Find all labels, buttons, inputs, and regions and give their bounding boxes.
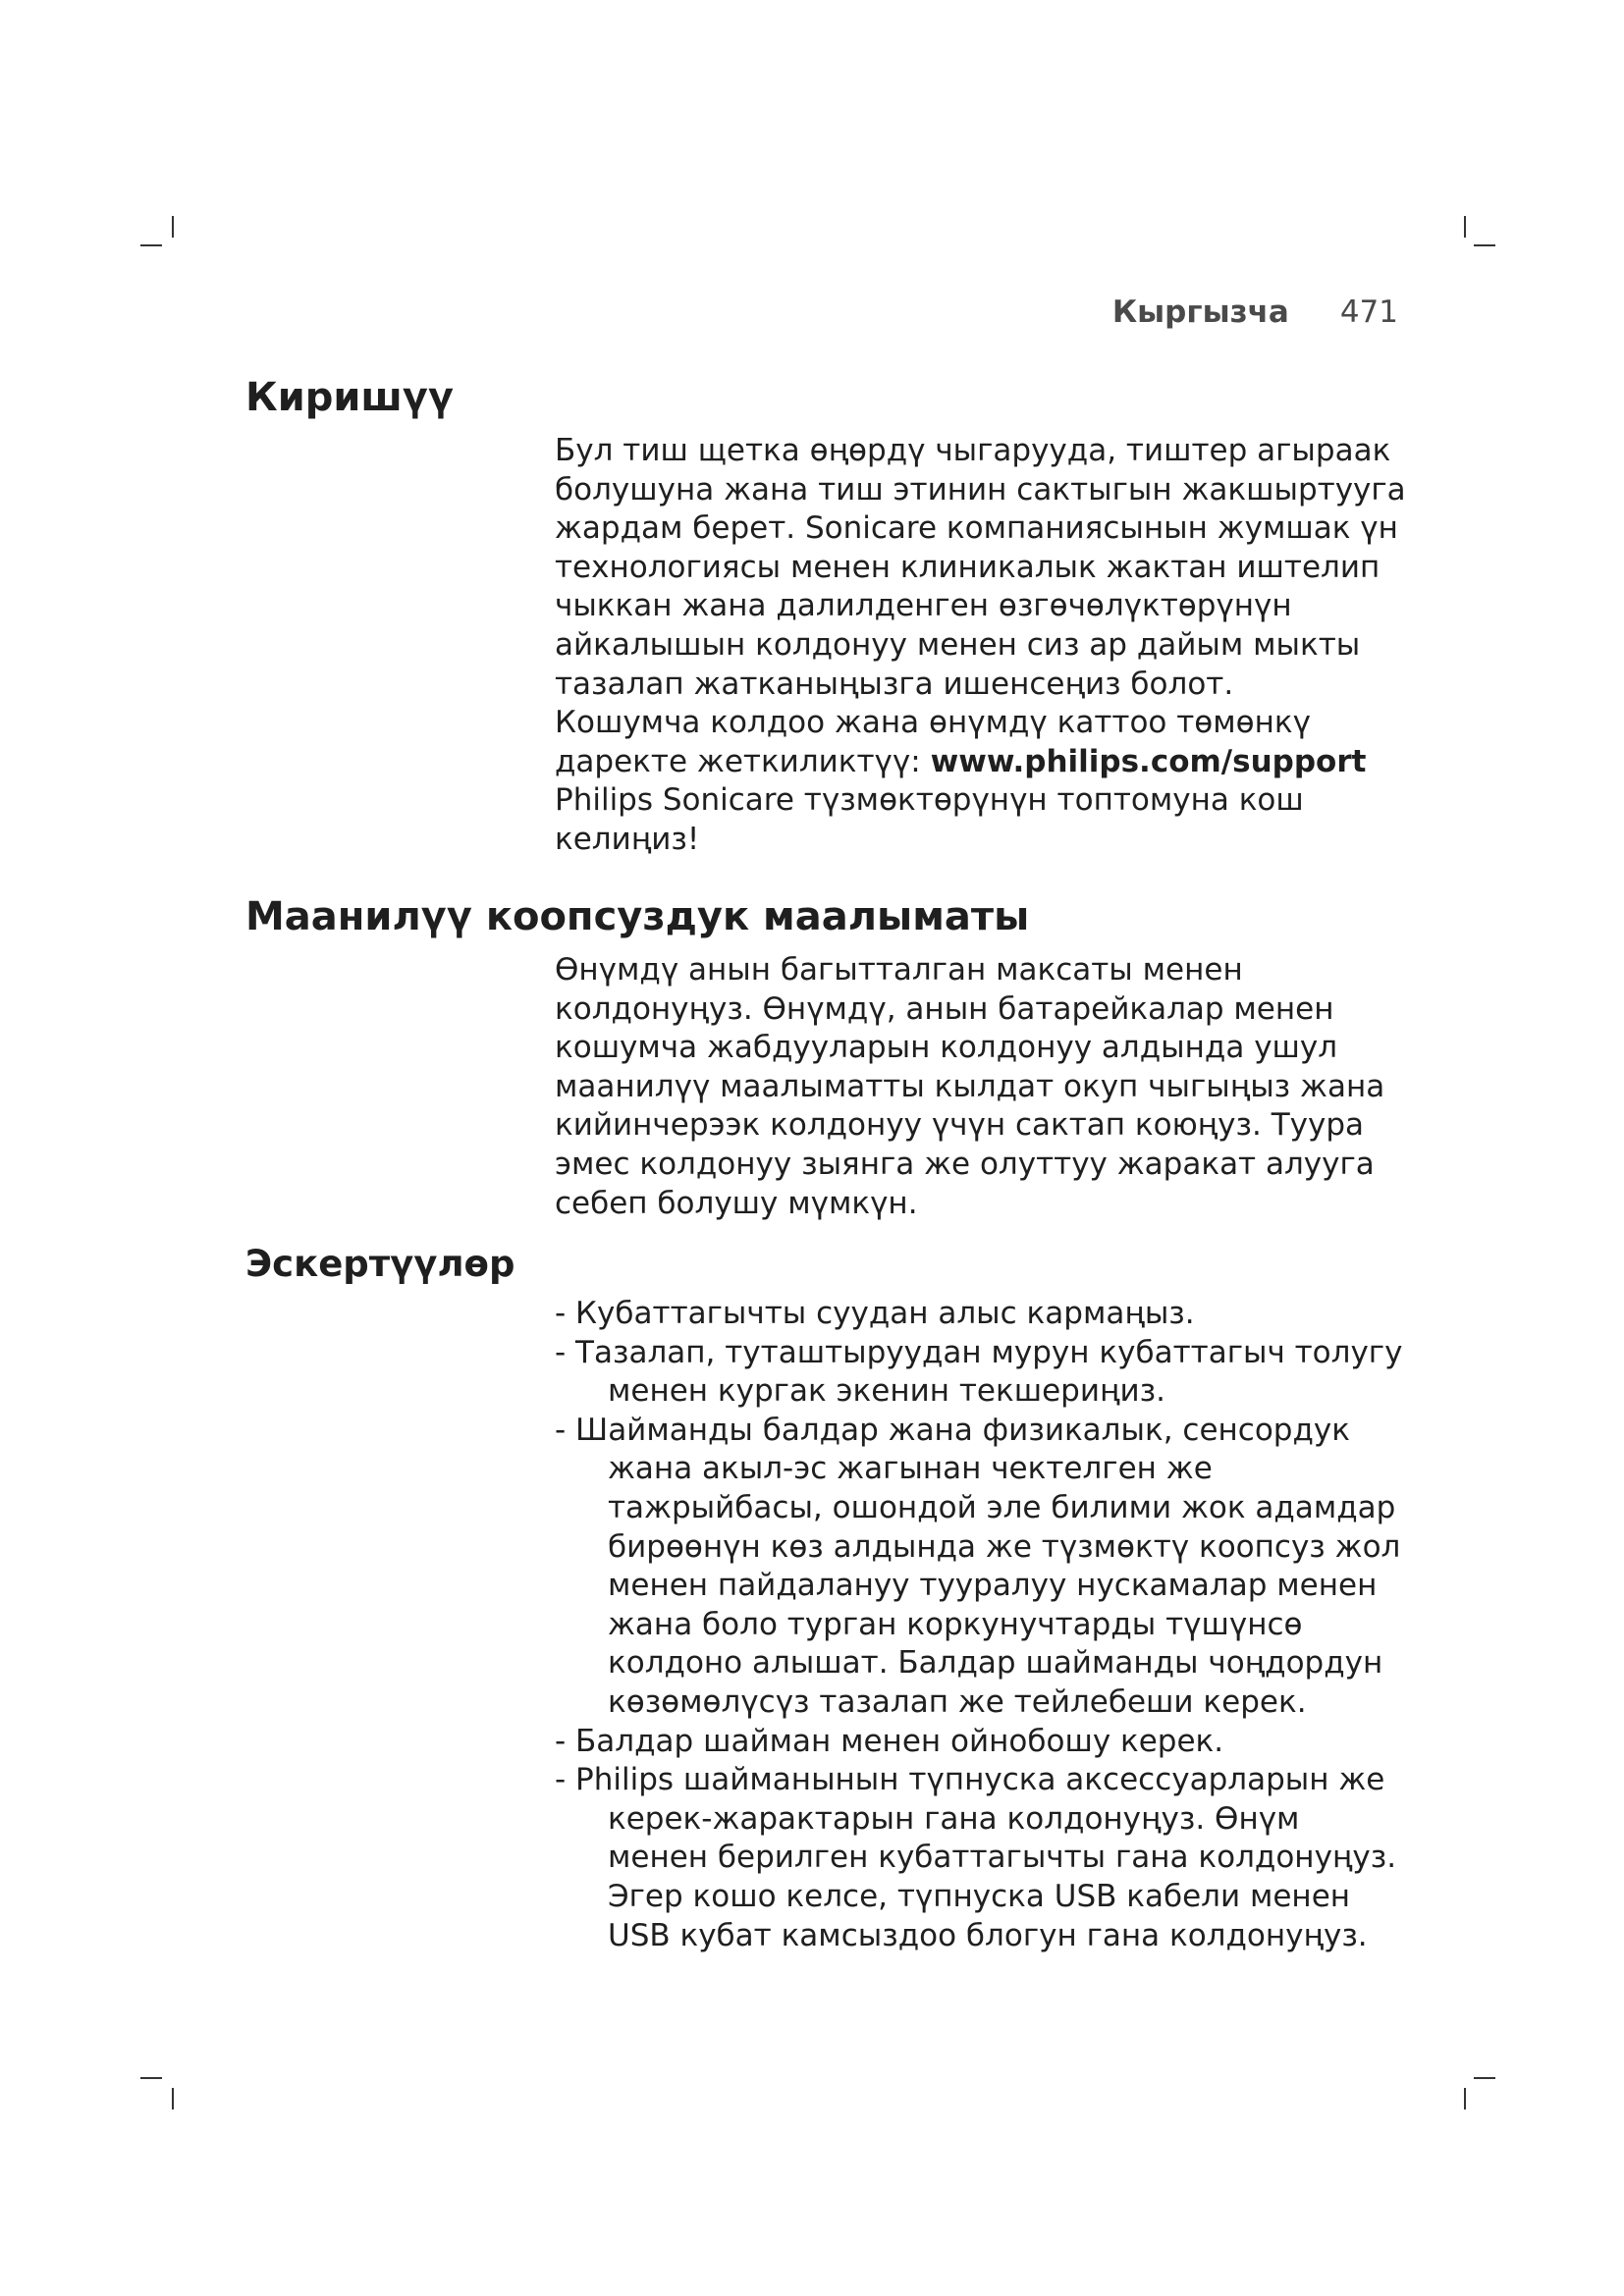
crop-mark: [140, 2077, 162, 2079]
warning-item: - Тазалап, туташтыруудан мурун кубаттагыч толугу менен кургак экенин текшериңиз.: [555, 1334, 1403, 1410]
crop-mark: [140, 244, 162, 246]
header-language: Кыргызча: [1111, 294, 1289, 330]
warning-item: - Балдар шайман менен ойнобошу керек.: [555, 1723, 1224, 1759]
crop-mark: [1474, 244, 1495, 246]
intro-heading: Киришүү: [245, 375, 455, 420]
warnings-list: [555, 1295, 1409, 1955]
safety-body: [555, 951, 1409, 1223]
warning-item: - Шайманды балдар жана физикалык, сенсордук жана акыл-эс жагынан чектелген же тажрыйбасы, ошондой эле билими жок адамдар бирөөнүн көз алдында же түзмөктү коопсуз жол менен пайдалануу тууралуу нускамалар менен жана боло турган коркунучтарды түшүнсө колдоно алышат. Балдар шайманды чоңдордун көзөмөлүсүз тазалап же тейлебеши керек.: [555, 1412, 1401, 1720]
crop-mark: [172, 216, 174, 238]
crop-mark: [172, 2088, 174, 2109]
support-text: Кошумча колдоо жана өнүмдү каттоо төмөнкү даректе жеткиликтүү:: [555, 705, 1311, 779]
crop-mark: [1464, 2088, 1466, 2109]
page-number: 471: [1339, 294, 1398, 330]
safety-paragraph: Өнүмдү анын багытталган максаты менен колдонуңуз. Өнүмдү, анын батарейкалар менен кошумча жабдууларын колдонуу алдында ушул маанилүү маалыматты кылдат окуп чыгыңыз жана кийинчерээк колдонуу үчүн сактап коюңуз. Туура эмес колдонуу зыянга же олуттуу жаракат алууга себеп болушу мүмкүн.: [555, 952, 1385, 1221]
intro-body: [555, 432, 1409, 860]
intro-paragraph: Бул тиш щетка өңөрдү чыгарууда, тиштер агыраак болушуна жана тиш этинин сактыгын жакшыртууга жардам берет. Sonicare компаниясынын жумшак үн технологиясы менен клиникалык жактан иштелип чыккан жана далилденген өзгөчөлүктөрүнүн айкалышын колдонуу менен сиз ар дайым мыкты тазалап жатканыңызга ишенсеңиз болот.: [555, 433, 1406, 702]
welcome-paragraph: Philips Sonicare түзмөктөрүнүн топтомуна кош келиңиз!: [555, 782, 1304, 857]
crop-mark: [1474, 2077, 1495, 2079]
warning-item: - Philips шайманынын түпнуска аксессуарларын же керек-жарактарын гана колдонуңуз. Өнүм менен берилген кубаттагычты гана колдонуңуз. Эгер кошо келсе, түпнуска USB кабели менен USB кубат камсыздоо блогун гана колдонуңуз.: [555, 1762, 1397, 1953]
warnings-body: [555, 1295, 1409, 1955]
support-link[interactable]: www.philips.com/support: [930, 743, 1367, 779]
warning-item: - Кубаттагычты суудан алыс кармаңыз.: [555, 1296, 1195, 1331]
warnings-heading: Эскертүүлөр: [245, 1243, 515, 1285]
crop-mark: [1464, 216, 1466, 238]
safety-heading: Маанилүү коопсуздук маалыматы: [245, 894, 1030, 939]
running-header: [1112, 294, 1398, 330]
support-paragraph: [555, 704, 1409, 781]
